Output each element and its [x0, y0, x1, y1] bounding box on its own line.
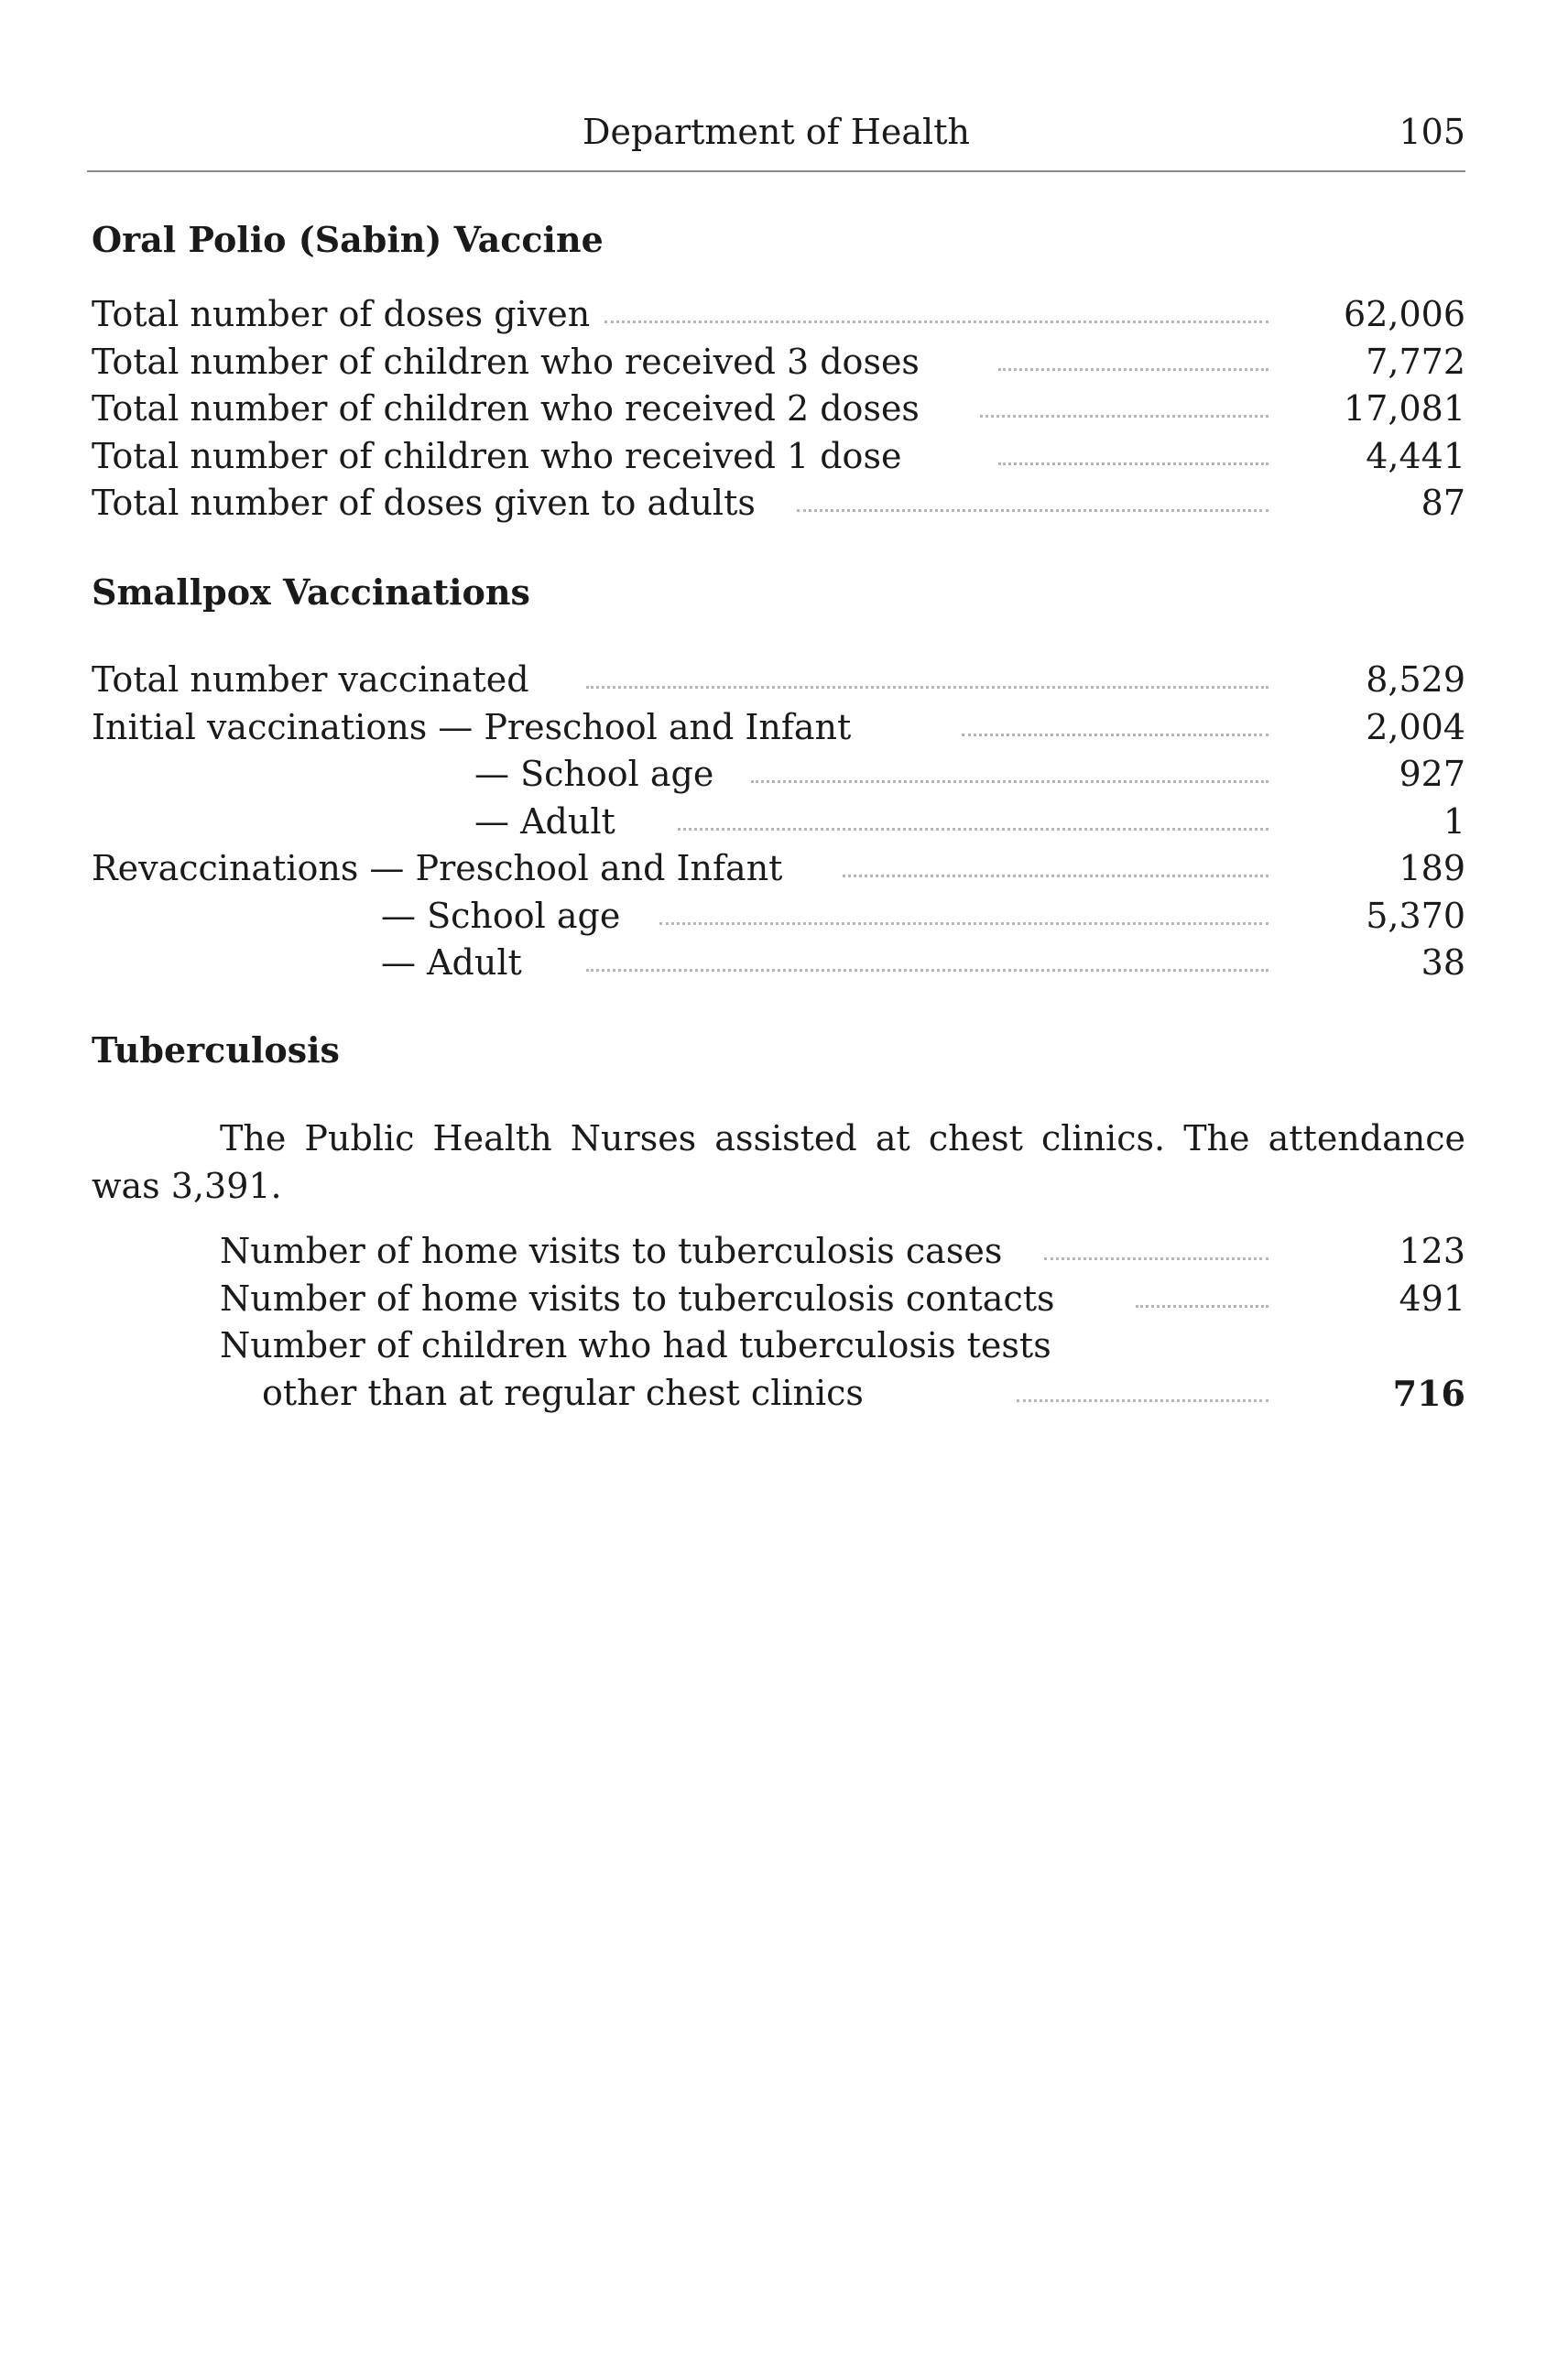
- leader-dots: [797, 509, 1269, 512]
- row-value: 716: [1392, 1372, 1465, 1414]
- leader-dots: [604, 321, 1269, 323]
- row-label: Initial vaccinations — Preschool and Infant: [92, 704, 858, 752]
- tuberculosis-section: [92, 1027, 1465, 1417]
- row-label: — School age: [474, 751, 721, 799]
- leader-dots: [1044, 1257, 1269, 1260]
- polio-section: [92, 216, 1465, 527]
- leader-dots: [586, 686, 1269, 689]
- row-value: 189: [1399, 848, 1465, 888]
- tuberculosis-row: [220, 1370, 1465, 1418]
- smallpox-row: [92, 799, 1465, 846]
- row-label: — Adult: [474, 799, 623, 846]
- row-value: 8,529: [1366, 659, 1465, 700]
- tuberculosis-row: [220, 1322, 1465, 1370]
- polio-row: [92, 480, 1465, 527]
- page-number: 105: [1399, 112, 1465, 152]
- row-value: 5,370: [1366, 895, 1465, 936]
- row-value: 38: [1421, 942, 1465, 983]
- polio-row: [92, 386, 1465, 433]
- polio-section-title: Oral Polio (Sabin) Vaccine: [92, 219, 604, 260]
- smallpox-section: [92, 569, 1465, 987]
- smallpox-row: [92, 751, 1465, 799]
- tuberculosis-table: [220, 1228, 1465, 1417]
- leader-dots: [1017, 1399, 1269, 1402]
- row-label: Number of children who had tuberculosis tests: [220, 1322, 1059, 1370]
- row-value: 87: [1421, 483, 1465, 523]
- row-value: 2,004: [1366, 706, 1465, 747]
- smallpox-row: [92, 845, 1465, 893]
- row-value: 123: [1399, 1231, 1465, 1271]
- leader-dots: [659, 922, 1269, 925]
- tuberculosis-row: [220, 1276, 1465, 1323]
- row-label: — Adult: [381, 940, 529, 987]
- row-label: other than at regular chest clinics: [262, 1370, 871, 1418]
- polio-row: [92, 433, 1465, 481]
- row-label: Number of home visits to tuberculosis contacts: [220, 1276, 1062, 1323]
- row-label: Total number of children who received 1 dose: [92, 433, 909, 481]
- running-title: Department of Health: [583, 112, 970, 152]
- page-header: [87, 108, 1465, 172]
- polio-row: [92, 291, 1465, 339]
- leader-dots: [751, 780, 1269, 783]
- smallpox-row: [92, 704, 1465, 752]
- leader-dots: [586, 969, 1269, 972]
- leader-dots: [962, 734, 1269, 736]
- row-label: Total number vaccinated: [92, 657, 537, 704]
- row-label: Revaccinations — Preschool and Infant: [92, 845, 789, 893]
- row-label: Total number of doses given to adults: [92, 480, 763, 527]
- leader-dots: [843, 875, 1269, 877]
- header-rule: [87, 170, 1465, 172]
- polio-row: [92, 339, 1465, 386]
- row-value: 17,081: [1344, 388, 1465, 429]
- smallpox-row: [92, 657, 1465, 704]
- smallpox-row: [92, 940, 1465, 987]
- tuberculosis-paragraph: The Public Health Nurses assisted at chest clinics. The attendance was 3,391.: [92, 1118, 1465, 1206]
- row-value: 927: [1399, 754, 1465, 794]
- leader-dots: [1136, 1305, 1269, 1308]
- row-label: Total number of doses given: [92, 291, 597, 339]
- row-value: 7,772: [1366, 341, 1465, 382]
- smallpox-section-title: Smallpox Vaccinations: [92, 571, 530, 613]
- row-value: 4,441: [1366, 435, 1465, 476]
- leader-dots: [980, 415, 1269, 418]
- row-value: 1: [1443, 800, 1465, 842]
- smallpox-row: [92, 893, 1465, 941]
- leader-dots: [998, 462, 1269, 465]
- tuberculosis-section-title: Tuberculosis: [92, 1029, 340, 1071]
- row-value: 62,006: [1344, 294, 1465, 334]
- row-label: Total number of children who received 2 doses: [92, 386, 927, 433]
- tuberculosis-row: [220, 1228, 1465, 1276]
- row-value: 491: [1399, 1278, 1465, 1319]
- row-label: Number of home visits to tuberculosis cases: [220, 1228, 1009, 1276]
- row-label: — School age: [381, 893, 627, 941]
- leader-dots: [998, 368, 1269, 371]
- row-label: Total number of children who received 3 doses: [92, 339, 927, 386]
- leader-dots: [678, 828, 1269, 831]
